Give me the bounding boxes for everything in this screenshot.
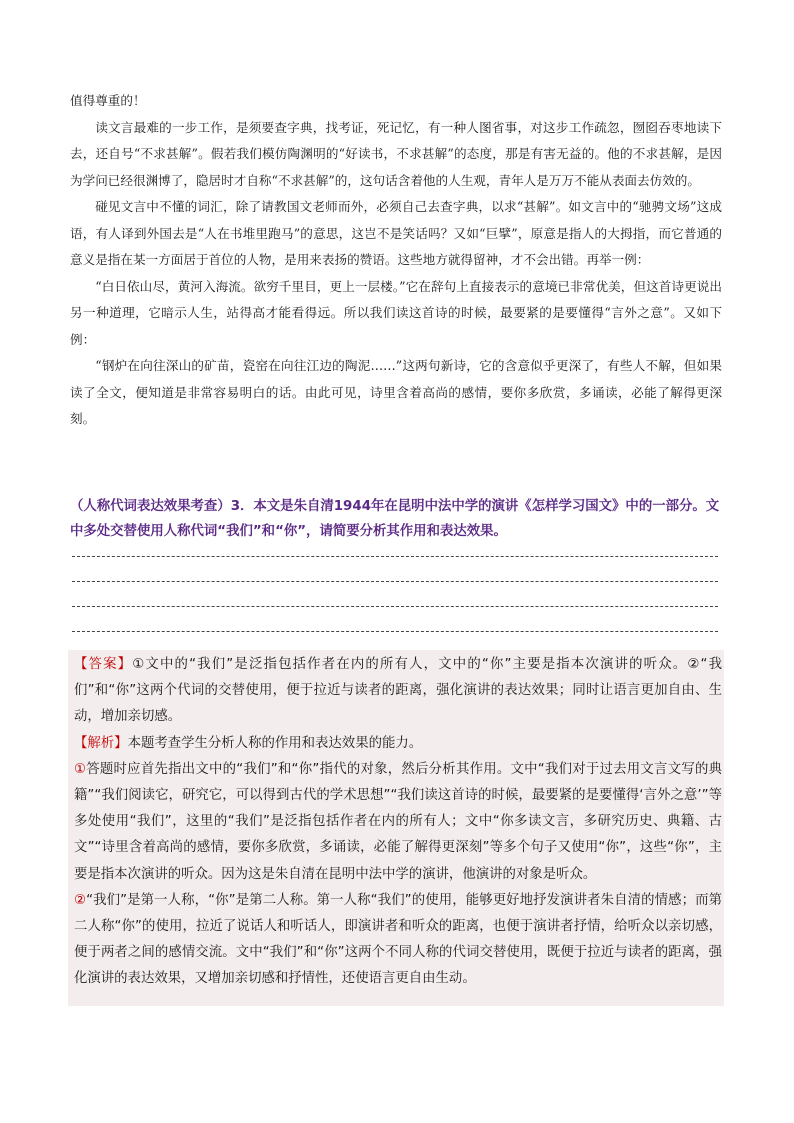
point-text: “我们”是第一人称，“你”是第二人称。第一人称“我们”的使用，能够更好地抒发演讲者朱自清的情感；而第二人称“你”的使用，拉近了说话人和听话人，即演讲者和听众的距离，也便于演讲者抒情，给听众以亲切感，便于两者之间的感情交流。文中“我们”和“你”这两个不同人称的代词交替使用，既便于拉近与读者的距离，强化演讲的表达效果，又增加亲切感和抒情性，还使语言更自由生动。: [74, 892, 722, 987]
analysis-paragraph: [74, 731, 722, 757]
point-number: ②: [74, 892, 87, 908]
answer-line[interactable]: [72, 581, 718, 582]
analysis-tag: 【解析】: [74, 735, 128, 751]
question-tag: （人称代词表达效果考查）: [70, 499, 231, 514]
passage-paragraph: “白日依山尽，黄河入海流。欲穷千里目，更上一层楼。”它在辞句上直接表示的意境已非常优美，但这首诗更说出另一种道理，它暗示人生，站得高才能看得远。所以我们读这首诗的时候，最要紧的是要懂得“言外之意”。又如下例：: [70, 278, 722, 347]
answer-line[interactable]: [72, 606, 718, 607]
answer-paragraph: [74, 652, 722, 731]
analysis-text: 本题考查学生分析人称的作用和表达效果的能力。: [127, 735, 423, 751]
passage-paragraph: 读文言最难的一步工作，是须要查字典，找考证，死记忆，有一种人图省事，对这步工作疏忽，囫囵吞枣地读下去，还自号“不求甚解”。假若我们模仿陶渊明的“好读书，不求甚解”的态度，那是有害无益的。他的不求甚解，是因为学问已经很渊博了，隐居时才自称“不求甚解”的，这句话含着他的人生观，青年人是万万不能从表面去仿效的。: [70, 119, 722, 188]
question: [70, 494, 722, 544]
point-number: ①: [74, 761, 87, 777]
answer-line[interactable]: [72, 631, 718, 632]
passage: [70, 88, 722, 433]
answer-line[interactable]: [72, 556, 718, 557]
analysis-point-1: [74, 757, 722, 888]
answer-lines: [72, 556, 718, 656]
passage-paragraph: 值得尊重的！: [70, 93, 146, 108]
answer-section: [74, 652, 722, 993]
answer-tag: 【答案】: [74, 657, 133, 672]
analysis-point-2: [74, 888, 722, 993]
passage-paragraph: “钢炉在向往深山的矿苗，瓷窑在向往江边的陶泥……”这两句新诗，它的含意似乎更深了，有些人不解，但如果读了全文，便知道是非常容易明白的话。由此可见，诗里含着高尚的感情，要你多欣赏，多诵读，必能了解得更深刻。: [70, 358, 722, 426]
passage-paragraph: 碰见文言中不懂的词汇，除了请教国文老师而外，必须自己去查字典，以求“甚解”。如文言中的“驰骋文场”这成语，有人译到外国去是“人在书堆里跑马”的意思，这岂不是笑话吗？又如“巨擘”，原意是指人的大拇指，而它普通的意义是指在某一方面居于首位的人物，是用来表扬的赞语。这些地方就得留神，才不会出错。再举一例：: [70, 199, 722, 267]
point-text: 答题时应首先指出文中的“我们”和“你”指代的对象，然后分析其作用。文中“我们对于过去用文言文写的典籍”“我们阅读它，研究它，可以得到古代的学术思想”“我们读这首诗的时候，最要紧的是要懂得‘言外之意’”等多处使用“我们”，这里的“我们”是泛指包括作者在内的所有人；文中“你多读文言，多研究历史、典籍、古文”“诗里含着高尚的感情，要你多欣赏，多诵读，必能了解得更深刻”等多个句子又使用“你”，这些“你”，主要是指本次演讲的听众。因为这是朱自清在昆明中法中学的演讲，他演讲的对象是听众。: [74, 761, 722, 882]
answer-text: ①文中的“我们”是泛指包括作者在内的所有人，文中的“你”主要是指本次演讲的听众。②“我们”和“你”这两个代词的交替使用，便于拉近与读者的距离，强化演讲的表达效果；同时让语言更加自由、生动，增加亲切感。: [74, 657, 722, 725]
question-text: 3．本文是朱自清1944年在昆明中法中学的演讲《怎样学习国文》中的一部分。文中多处交替使用人称代词“我们”和“你”，请简要分析其作用和表达效果。: [70, 499, 720, 539]
